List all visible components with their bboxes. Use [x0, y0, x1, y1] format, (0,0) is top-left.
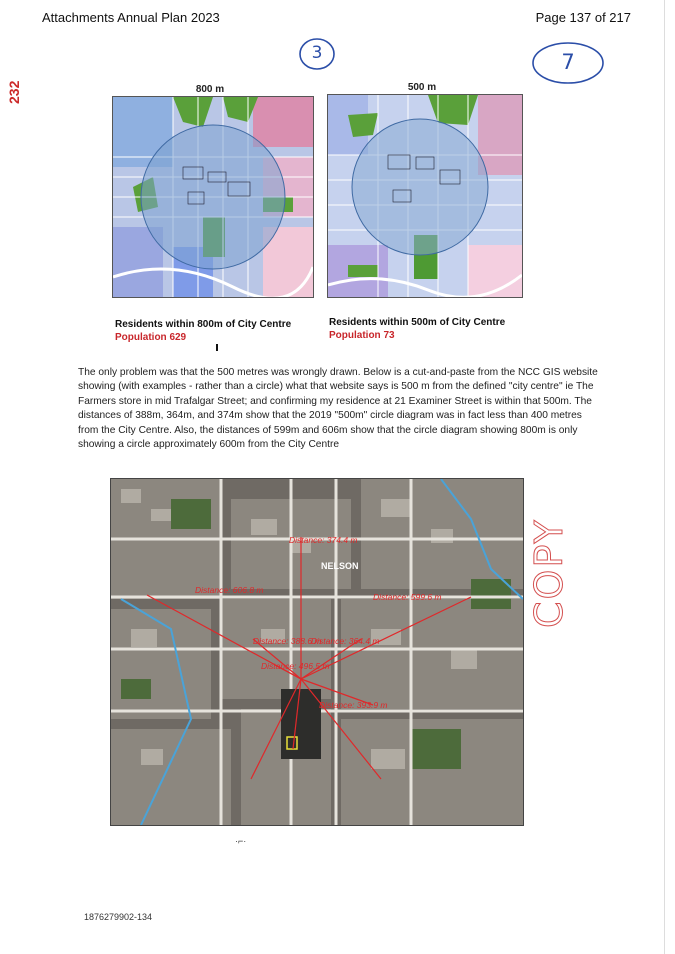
map-500-population: Population 73	[329, 330, 395, 341]
aerial-label-606: Distance: 606.8 m	[195, 585, 264, 595]
aerial-label-364: Distance: 364.4 m	[311, 636, 380, 646]
map-500m	[327, 94, 523, 298]
copy-stamp: COPY	[527, 518, 571, 628]
page-edge-line	[664, 0, 665, 954]
handwritten-circle-7	[530, 40, 606, 86]
aerial-map-graphic	[111, 479, 523, 825]
map-800-caption	[115, 318, 291, 344]
map-500-title: 500 m	[407, 82, 437, 93]
document-footer-id: 1876279902-134	[84, 912, 153, 922]
handwritten-number-3: 3	[311, 43, 323, 63]
pen-scribble: ·⌐·	[235, 836, 247, 846]
aerial-label-393: Distance: 393.9 m	[319, 700, 388, 710]
map-800-caption-text: Residents within 800m of City Centre	[115, 319, 292, 330]
map-500-caption-text: Residents within 500m of City Centre	[329, 317, 506, 328]
aerial-label-599: Distance: 599.6 m	[373, 592, 442, 602]
page-number: Page 137 of 217	[535, 10, 631, 25]
body-paragraph: The only problem was that the 500 metres was wrongly drawn. Below is a cut-and-paste from the NCC GIS website showing (with examples - rather than a circle) what that website says is 500 m from the defined "city centre" ie The Farmers store in mid Trafalgar Street; and confirming my residence at 21 Examiner Street is within that 500m. The distances of 388m, 364m, and 374m show that the 2019 "500m" circle diagram was in fact less than 400 metres from the City Centre. Also, the distances of 599m and 606m show that the circle diagram showing 800m is only showing a circle approximately 600m from the City Centre	[78, 367, 598, 451]
handwritten-circle-3	[297, 36, 337, 72]
map-800m	[112, 96, 314, 298]
handwritten-number-7: 7	[561, 50, 575, 74]
map-800m-graphic	[113, 97, 313, 297]
map-800-title: 800 m	[195, 84, 225, 95]
aerial-label-374: Distance: 374.4 m	[289, 535, 358, 545]
caption-tick-mark	[216, 344, 218, 351]
document-header-title: Attachments Annual Plan 2023	[42, 10, 220, 25]
aerial-distance-map	[110, 478, 524, 826]
aerial-label-388: Distance: 388.6 m	[253, 636, 322, 646]
map-500m-graphic	[328, 95, 522, 297]
side-page-number: 232	[6, 80, 22, 104]
aerial-label-nelson: NELSON	[321, 561, 359, 571]
map-500-caption	[329, 316, 505, 342]
aerial-label-496: Distance: 496.5 m	[261, 661, 330, 671]
map-800-population: Population 629	[115, 332, 187, 343]
